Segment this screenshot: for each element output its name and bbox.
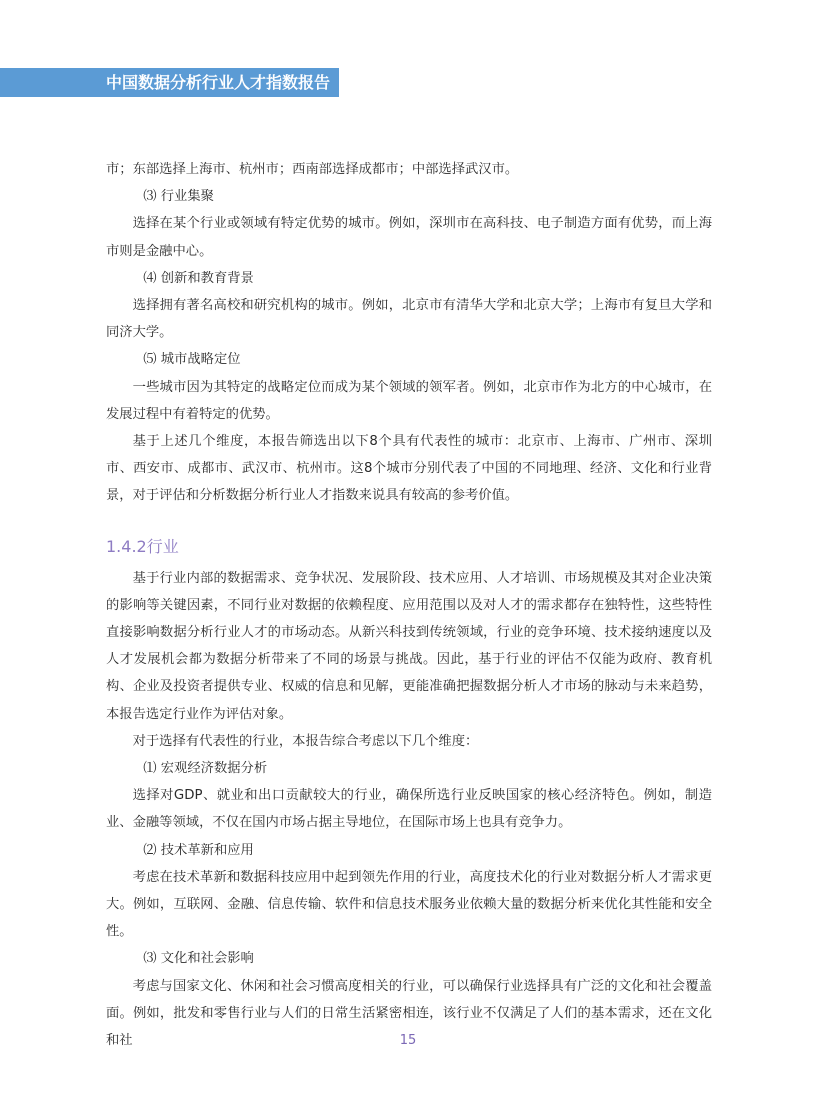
list-item-heading: ⑷ 创新和教育背景	[143, 270, 254, 286]
paragraph: 基于上述几个维度，本报告筛选出以下8个具有代表性的城市：北京市、上海市、广州市、深圳市、西安市、成都市、武汉市、杭州市。这8个城市分别代表了中国的不同地理、经济、文化和行业背景，对于评估和分析数据分析行业人才指数来说具有较高的参考价值。	[106, 434, 712, 504]
list-item-heading: ⑶ 行业集聚	[143, 189, 214, 205]
paragraph: 选择在某个行业或领域有特定优势的城市。例如，深圳市在高科技、电子制造方面有优势，而上海市则是金融中心。	[106, 216, 712, 259]
paragraph: 市；东部选择上海市、杭州市；西南部选择成都市；中部选择武汉市。	[106, 162, 519, 177]
paragraph: 选择对GDP、就业和出口贡献较大的行业，确保所选行业反映国家的核心经济特色。例如，制造业、金融等领域，不仅在国内市场占据主导地位，在国际市场上也具有竞争力。	[106, 788, 712, 831]
text-block-cities	[106, 156, 712, 510]
list-item-heading: ⑶ 文化和社会影响	[143, 951, 254, 967]
text-block-industries	[106, 565, 712, 1055]
list-item-heading: ⑸ 城市战略定位	[143, 352, 241, 368]
page-content	[106, 156, 712, 1054]
paragraph: 基于行业内部的数据需求、竞争状况、发展阶段、技术应用、人才培训、市场规模及其对企业决策的影响等关键因素，不同行业对数据的依赖程度、应用范围以及对人才的需求都存在独特性，这些特性直接影响数据分析行业人才的市场动态。从新兴科技到传统领域，行业的竞争环境、技术接纳速度以及人才发展机会都为数据分析带来了不同的场景与挑战。因此，基于行业的评估不仅能为政府、教育机构、企业及投资者提供专业、权威的信息和见解，更能准确把握数据分析人才市场的脉动与未来趋势，本报告选定行业作为评估对象。	[106, 570, 712, 722]
list-item-heading: ⑵ 技术革新和应用	[143, 842, 254, 858]
paragraph: 选择拥有著名高校和研究机构的城市。例如，北京市有清华大学和北京大学；上海市有复旦大学和同济大学。	[106, 298, 712, 341]
paragraph: 考虑与国家文化、休闲和社会习惯高度相关的行业，可以确保行业选择具有广泛的文化和社会覆盖面。例如，批发和零售行业与人们的日常生活紧密相连，该行业不仅满足了人们的基本需求，还在文化和社	[106, 978, 712, 1049]
paragraph: 考虑在技术革新和数据科技应用中起到领先作用的行业，高度技术化的行业对数据分析人才需求更大。例如，互联网、金融、信息传输、软件和信息技术服务业依赖大量的数据分析来优化其性能和安全性。	[106, 869, 712, 940]
page-number: 15	[399, 1033, 417, 1048]
paragraph: 对于选择有代表性的行业，本报告综合考虑以下几个维度：	[132, 733, 479, 749]
list-item-heading: ⑴ 宏观经济数据分析	[143, 761, 268, 777]
paragraph: 一些城市因为其特定的战略定位而成为某个领域的领军者。例如，北京市作为北方的中心城市，在发展过程中有着特定的优势。	[106, 379, 712, 422]
section-heading: 1.4.2行业	[106, 536, 179, 556]
report-title: 中国数据分析行业人才指数报告	[106, 73, 331, 92]
